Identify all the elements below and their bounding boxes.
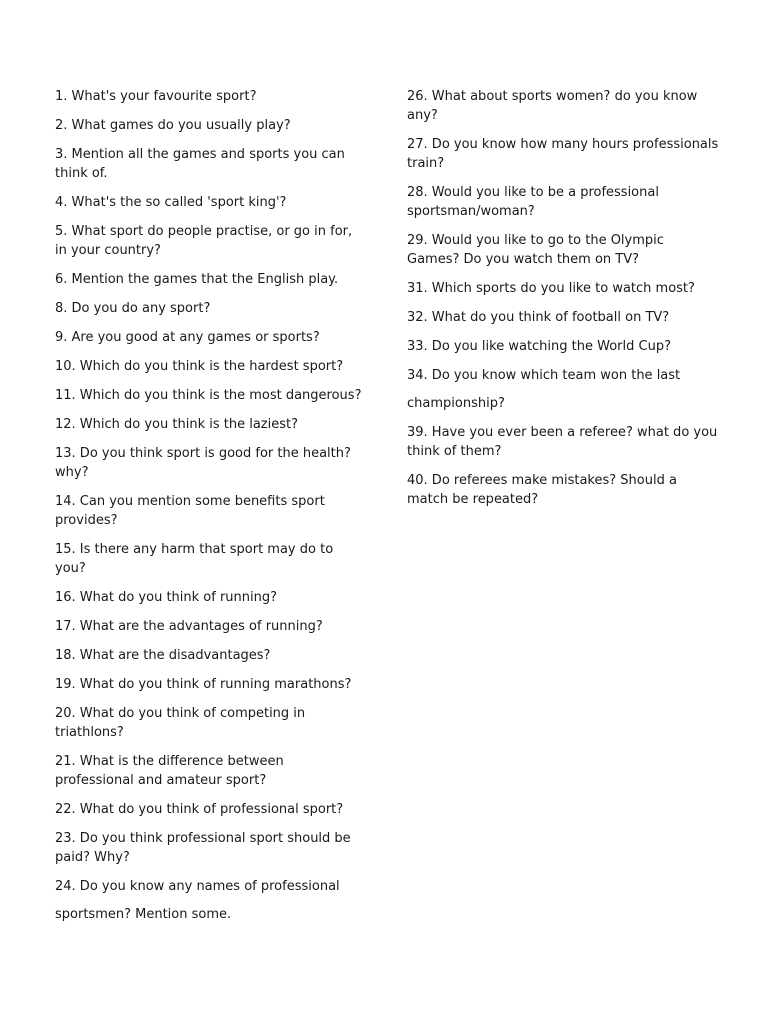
question-2: 2. What games do you usually play?: [55, 118, 291, 133]
question-6: 6. Mention the games that the English play.: [55, 272, 339, 287]
question-33: 33. Do you like watching the World Cup?: [407, 339, 671, 354]
question-24-line-2: sportsmen? Mention some.: [55, 907, 232, 922]
question-27: 27. Do you know how many hours professionals train?: [407, 137, 719, 171]
question-34-line-1: 34. Do you know which team won the last: [407, 368, 681, 383]
right-question-column: [407, 87, 719, 519]
question-8: 8. Do you do any sport?: [55, 301, 211, 316]
left-question-column: [55, 87, 365, 934]
question-13: 13. Do you think sport is good for the health? why?: [55, 446, 351, 480]
question-5: 5. What sport do people practise, or go in for, in your country?: [55, 224, 353, 258]
question-3: 3. Mention all the games and sports you can think of.: [55, 147, 345, 181]
question-28: 28. Would you like to be a professional sportsman/woman?: [407, 185, 659, 219]
question-16: 16. What do you think of running?: [55, 590, 278, 605]
question-10: 10. Which do you think is the hardest sport?: [55, 359, 344, 374]
question-9: 9. Are you good at any games or sports?: [55, 330, 320, 345]
question-32: 32. What do you think of football on TV?: [407, 310, 670, 325]
question-20: 20. What do you think of competing in triathlons?: [55, 706, 306, 740]
question-26: 26. What about sports women? do you know any?: [407, 89, 698, 123]
question-12: 12. Which do you think is the laziest?: [55, 417, 299, 432]
question-19: 19. What do you think of running marathons?: [55, 677, 352, 692]
question-23: 23. Do you think professional sport should be paid? Why?: [55, 831, 351, 865]
question-14: 14. Can you mention some benefits sport provides?: [55, 494, 325, 528]
question-15: 15. Is there any harm that sport may do to you?: [55, 542, 334, 576]
question-34-line-2: championship?: [407, 396, 505, 411]
question-17: 17. What are the advantages of running?: [55, 619, 323, 634]
question-11: 11. Which do you think is the most dangerous?: [55, 388, 362, 403]
question-18: 18. What are the disadvantages?: [55, 648, 271, 663]
question-21: 21. What is the difference between professional and amateur sport?: [55, 754, 284, 788]
question-31: 31. Which sports do you like to watch most?: [407, 281, 695, 296]
question-22: 22. What do you think of professional sport?: [55, 802, 344, 817]
question-39: 39. Have you ever been a referee? what do you think of them?: [407, 425, 718, 459]
question-4: 4. What's the so called 'sport king'?: [55, 195, 287, 210]
question-29: 29. Would you like to go to the Olympic Games? Do you watch them on TV?: [407, 233, 664, 267]
question-40: 40. Do referees make mistakes? Should a match be repeated?: [407, 473, 677, 507]
question-24-line-1: 24. Do you know any names of professional: [55, 879, 340, 894]
question-1: 1. What's your favourite sport?: [55, 89, 257, 104]
